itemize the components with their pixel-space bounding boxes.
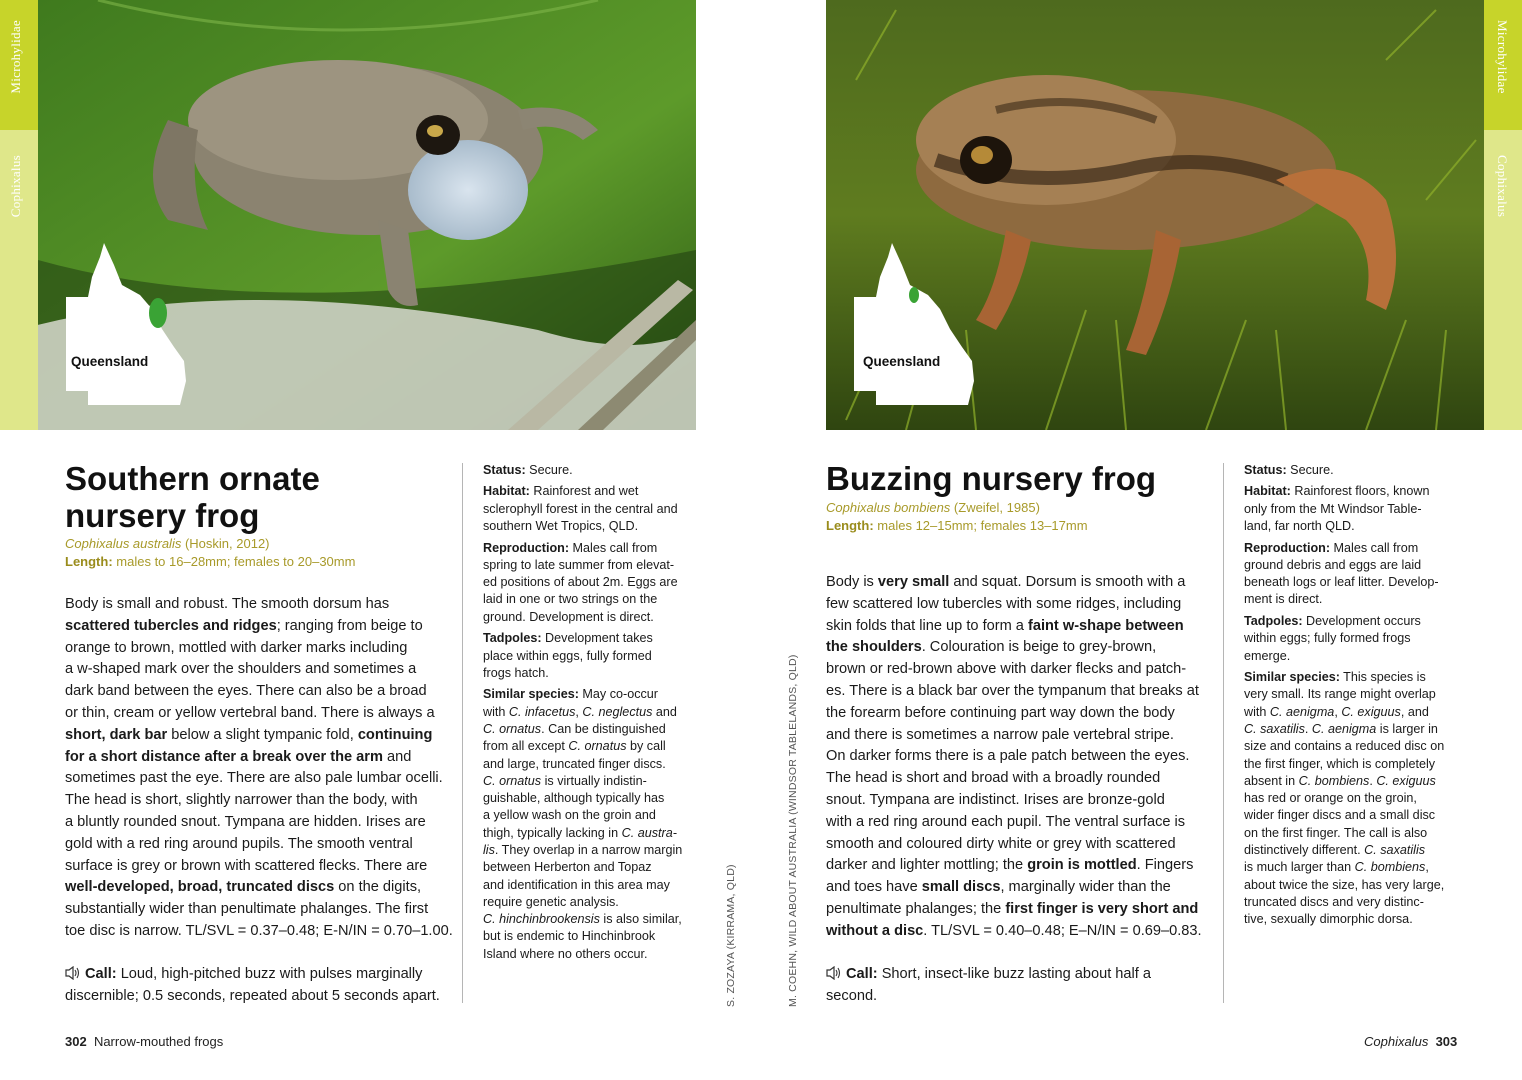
text-run: a yellow wash on the groin and [483,808,656,823]
text-run: on the digits, [334,879,422,896]
text-run: Rainforest floors, known [1290,484,1430,499]
text-run: May co-occur [578,687,658,702]
text-line [826,725,1202,747]
left-map-label: Queensland [71,354,149,369]
text-run: substantially wider than penultimate phalanges. The first [65,901,429,918]
right-call-line2: second. [826,987,878,1004]
right-species-title: Buzzing nursery frog [826,460,1157,497]
text-run: . TL/SVL = 0.40–0.48; E–N/IN = 0.69–0.83. [923,922,1202,939]
text-line [1244,669,1444,686]
text-line [483,859,682,876]
text-run: C. bombiens [1354,860,1426,875]
southern-ornate-nursery-frog-photo [38,0,696,430]
text-run: few scattered low tubercles with some ridges, including [826,595,1182,612]
text-run: toe disc is narrow. TL/SVL = 0.37–0.48; E-N/IN = 0.70–1.00. [65,922,453,939]
text-run: emerge. [1244,648,1291,663]
text-line [1244,501,1444,518]
range-marker [149,298,167,328]
right-length [826,517,1088,535]
text-run: continuing [357,726,433,743]
text-line [826,659,1202,681]
text-line [1244,704,1444,721]
text-run: Development takes [541,631,653,646]
right-call [826,964,1151,1008]
text-line [483,665,682,682]
text-run: skin folds that line up to form a [826,617,1028,634]
text-line [483,540,682,557]
text-line [1244,462,1444,479]
text-run: without a disc [826,922,924,939]
text-line [65,594,453,616]
text-line [1244,825,1444,842]
text-run: orange to brown, mottled with darker marks including [65,639,408,656]
text-run: Status: [1244,463,1287,477]
text-line [65,703,453,725]
left-length [65,553,355,571]
sidebar-section [1244,669,1444,928]
text-run: Secure. [1286,463,1334,477]
text-run: . Fingers [1136,857,1194,874]
text-run: penultimate phalanges; the [826,900,1006,917]
text-line [826,681,1202,703]
text-run: Similar species: [1244,670,1340,685]
text-line [1244,591,1444,608]
text-run: the forearm before continuing part way down the body [826,704,1175,721]
text-line [483,501,682,518]
left-call-line2: discernible; 0.5 seconds, repeated about 5 seconds apart. [65,987,440,1004]
text-line [65,834,453,856]
text-run: gold with a red ring around pupils. The smooth ventral [65,835,413,852]
sidebar-section [483,686,682,963]
text-run: within eggs; fully formed frogs [1244,631,1411,646]
text-run: and [382,748,412,765]
text-run: , [1334,704,1342,719]
text-line [826,790,1202,812]
text-line [483,790,682,807]
text-run: well-developed, broad, truncated discs [65,879,335,896]
text-run: only from the Mt Windsor Table- [1244,501,1422,516]
text-run: C. ornatus [568,739,627,754]
text-line [1244,557,1444,574]
text-line [65,877,453,899]
text-run: Similar species: [483,687,579,702]
text-run: , [575,704,583,719]
text-line [1244,483,1444,500]
left-column-divider [462,463,463,1003]
right-genus-tab-label: Cophixalus [1495,155,1510,218]
text-run: es. There is a black bar over the tympanum that breaks at [826,682,1199,699]
text-run: frogs hatch. [483,665,549,680]
left-title-line1: Southern ornate [65,460,320,497]
text-line [483,807,682,824]
text-run: ; ranging from beige to [276,617,423,634]
sidebar-section [483,462,682,479]
left-binomial: Cophixalus australis [65,536,182,551]
sidebar-section [1244,462,1444,479]
text-line [483,946,682,963]
text-line [483,825,682,842]
text-line [65,768,453,790]
text-run: very small. Its range might overlap [1244,687,1436,702]
text-line [826,768,1202,790]
text-line [1244,756,1444,773]
right-length-value: males 12–15mm; females 13–17mm [877,518,1088,533]
text-line [826,877,1202,899]
text-run: beneath logs or leaf litter. Develop- [1244,575,1439,590]
text-line [65,899,453,921]
text-run: short, dark bar [65,726,168,743]
right-description [826,572,1202,943]
text-line [65,616,453,638]
text-run: Reproduction: [483,540,570,555]
right-map-label: Queensland [863,354,941,369]
text-run: . They overlap in a narrow margin [494,842,683,857]
text-line [1244,574,1444,591]
text-run: , marginally wider than the [1000,879,1171,896]
text-run: C. neglectus [582,704,653,719]
text-line [65,659,453,681]
text-run: Secure. [525,463,573,477]
left-genus-tab-label: Cophixalus [8,155,23,218]
text-run: Body is small and robust. The smooth dorsum has [65,596,390,612]
right-photo-credit: M. COEHN, WILD ABOUT AUSTRALIA (WINDSOR TABLELANDS, QLD) [787,654,799,1007]
text-line [65,638,453,660]
text-run: guishable, although typically has [483,791,665,806]
text-line [483,721,682,738]
right-column-divider [1223,463,1224,1003]
text-run: C. hinchinbrookensis [483,912,600,927]
sidebar-section [1244,540,1444,609]
text-line [483,928,682,945]
text-line [483,756,682,773]
left-length-value: males to 16–28mm; females to 20–30mm [116,554,356,569]
text-run: brown or red-brown above with darker flecks and patch- [826,661,1187,678]
text-run: . Can be distinguished [541,721,666,736]
text-run: , and [1400,704,1429,719]
text-run: C. austra- [621,825,677,840]
text-line [1244,518,1444,535]
text-run: is much larger than [1244,860,1355,875]
text-line [826,594,1202,616]
right-call-label: Call: [846,966,878,982]
right-call-line1: Short, insect-like buzz lasting about half a [881,966,1152,982]
text-run: sometimes past the eye. There are also pale lumbar ocelli. [65,770,443,787]
text-line [1244,790,1444,807]
text-line [483,557,682,574]
text-run: faint w-shape between [1027,617,1184,634]
left-folio [65,1034,223,1049]
text-run: on the first finger. The call is also [1244,825,1428,840]
text-run: The head is short and broad with a broadly rounded [826,770,1161,787]
text-run: spring to late summer from elevat- [483,557,675,572]
text-line [1244,738,1444,755]
text-run: ground. Development is direct. [483,609,654,624]
text-run: require genetic analysis. [483,894,619,909]
text-run: ment is direct. [1244,592,1323,607]
text-run: with [483,704,509,719]
text-run: tive, sexually dimorphic dorsa. [1244,912,1413,927]
text-run: C. exiguus [1341,704,1401,719]
left-family-tab-label: Microhylidae [8,20,23,94]
text-run: for a short distance after a break over the arm [65,748,383,765]
text-run: Island where no others occur. [483,946,648,961]
text-run: . [1304,721,1312,736]
text-run: C. exiguus [1376,773,1436,788]
right-scientific-name [826,499,1040,517]
text-line [483,894,682,911]
text-run: On darker forms there is a pale patch between the eyes. [826,748,1190,765]
sidebar-section [483,483,682,535]
text-line [1244,686,1444,703]
text-line [826,572,1202,594]
text-run: Body is [826,574,878,590]
text-run: place within eggs, fully formed [483,648,652,663]
text-line [65,725,453,747]
text-line [826,921,1202,943]
text-run: absent in [1244,773,1299,788]
text-run: C. saxatilis [1364,842,1426,857]
text-run: C. aenigma [1269,704,1335,719]
left-call-label: Call: [85,966,117,982]
text-run: by call [626,739,666,754]
speaker-icon [65,966,81,980]
text-line [1244,911,1444,928]
text-run: Reproduction: [1244,540,1331,555]
text-line [483,483,682,500]
text-line [483,609,682,626]
left-page-number: 302 [65,1034,87,1049]
right-running-head: Cophixalus [1364,1034,1429,1049]
text-run: C. bombiens [1298,773,1370,788]
left-sidebar [483,462,682,967]
text-line [65,681,453,703]
text-run: is virtually indistin- [541,773,647,788]
text-line [65,921,453,943]
text-line [826,616,1202,638]
left-call [65,964,440,1008]
right-family-tab-label: Microhylidae [1495,20,1510,94]
text-run: southern Wet Tropics, QLD. [483,519,639,534]
text-run: but is endemic to Hinchinbrook [483,929,656,944]
text-run: groin is mottled [1027,857,1137,874]
text-run: distinctively different. [1244,842,1365,857]
text-run: is larger in [1376,721,1438,736]
text-run: . Colouration is beige to grey-brown, [921,639,1157,656]
text-line [1244,721,1444,738]
text-run: C. ornatus [483,721,542,736]
text-line [483,842,682,859]
left-species-title [65,460,320,534]
left-length-label: Length: [65,554,113,569]
text-run: ed positions of about 2m. Eggs are [483,575,678,590]
text-run: ground debris and eggs are laid [1244,557,1422,572]
sidebar-section [1244,613,1444,665]
left-photo-credit: S. ZOZAYA (KIRRAMA, QLD) [725,864,737,1007]
text-line [483,574,682,591]
text-run: and [652,704,677,719]
right-binomial: Cophixalus bombiens [826,500,951,515]
text-run: darker and lighter mottling; the [826,857,1028,874]
text-run: dark band between the eyes. There can also be a broad [65,683,427,700]
text-line [65,790,453,812]
text-run: Males call from [1330,540,1419,555]
sidebar-section [483,630,682,682]
text-run: about twice the size, has very large, [1244,877,1445,892]
text-run: lis [483,842,495,857]
text-line [826,834,1202,856]
text-run: sclerophyll forest in the central and [483,501,678,516]
text-run: C. saxatilis [1244,721,1305,736]
text-run: from all except [483,739,569,754]
text-run: laid in one or two strings on the [483,592,658,607]
text-line [483,877,682,894]
text-line [65,747,453,769]
text-run: and toes have [826,879,922,896]
left-running-head: Narrow-mouthed frogs [93,1034,224,1049]
text-line [1244,842,1444,859]
text-run: Rainforest and wet [529,484,639,499]
sidebar-section [483,540,682,626]
text-line [826,703,1202,725]
text-run: Habitat: [1244,484,1291,499]
right-page-number: 303 [1435,1034,1458,1049]
text-line [1244,894,1444,911]
text-line [1244,877,1444,894]
text-line [483,462,682,479]
left-description [65,594,453,943]
text-line [65,812,453,834]
text-line [1244,648,1444,665]
text-run: . [1369,773,1377,788]
text-line [826,637,1202,659]
text-line [1244,807,1444,824]
text-run: snout. Tympana are indistinct. Irises are bronze-gold [826,791,1165,808]
text-line [65,856,453,878]
queensland-map-icon [854,243,974,405]
text-run: , [1425,860,1429,875]
text-line [483,648,682,665]
text-run: C. ornatus [483,773,542,788]
text-line [483,686,682,703]
text-line [483,704,682,721]
text-run: Habitat: [483,484,530,499]
text-run: small discs [921,879,1001,896]
text-run: between Herberton and Topaz [483,860,652,875]
text-line [1244,540,1444,557]
text-line [1244,630,1444,647]
text-line [826,855,1202,877]
text-run: surface is grey or brown with scattered flecks. There are [65,857,428,874]
text-run: Tadpoles: [483,631,542,646]
text-run: C. infacetus [508,704,576,719]
text-run: truncated discs and very distinc- [1244,894,1424,909]
text-run: size and contains a reduced disc on [1244,739,1445,754]
text-run: thigh, typically lacking in [483,825,622,840]
text-line [1244,859,1444,876]
right-sidebar [1244,462,1444,933]
text-line [483,518,682,535]
text-run: scattered tubercles and ridges [65,617,277,634]
text-run: the first finger, which is completely [1244,756,1436,771]
text-run: first finger is very short and [1005,900,1199,917]
range-marker [909,287,919,303]
text-run: and there is sometimes a narrow pale vertebral stripe. [826,726,1174,743]
left-call-line1: Loud, high-pitched buzz with pulses marginally [120,966,423,982]
text-run: C. aenigma [1311,721,1377,736]
text-run: Development occurs [1302,613,1421,628]
text-run: Tadpoles: [1244,613,1303,628]
text-run: has red or orange on the groin, [1244,791,1417,806]
text-run: with a red ring around each pupil. The ventral surface is [826,813,1186,830]
text-run: and identification in this area may [483,877,670,892]
buzzing-nursery-frog-photo [826,0,1484,430]
text-line [483,911,682,928]
text-line [483,591,682,608]
text-run: very small [877,574,950,590]
text-run: smooth and coloured dirty white or grey with scattered [826,835,1176,852]
text-run: a bluntly rounded snout. Tympana are hidden. Irises are [65,813,426,830]
text-run: The head is short, slightly narrower than the body, with [65,792,418,809]
text-line [826,746,1202,768]
sidebar-section [1244,483,1444,535]
text-run: the shoulders [826,639,922,656]
left-title-line2: nursery frog [65,497,260,534]
text-line [1244,773,1444,790]
text-run: land, far north QLD. [1244,519,1355,534]
text-line [483,773,682,790]
text-line [826,812,1202,834]
right-authority: (Zweifel, 1985) [953,500,1040,515]
right-length-label: Length: [826,518,874,533]
text-run: Males call from [569,540,658,555]
queensland-map-icon [66,243,186,405]
text-run: is also similar, [599,912,682,927]
text-line [826,899,1202,921]
left-scientific-name [65,535,270,553]
text-line [483,630,682,647]
text-run: below a slight tympanic fold, [167,726,358,743]
text-run: wider finger discs and a small disc [1244,808,1436,823]
text-run: This species is [1339,670,1426,685]
speaker-icon [826,966,842,980]
right-folio [1364,1034,1457,1049]
text-run: a w-shaped mark over the shoulders and sometimes a [65,661,417,678]
text-run: with [1244,704,1270,719]
text-run: Status: [483,463,526,477]
text-run: and large, truncated finger discs. [483,756,666,771]
text-run: or thin, cream or yellow vertebral band. There is always a [65,704,435,721]
text-run: and squat. Dorsum is smooth with a [949,574,1186,590]
text-line [1244,613,1444,630]
text-line [483,738,682,755]
left-authority: (Hoskin, 2012) [184,536,270,551]
